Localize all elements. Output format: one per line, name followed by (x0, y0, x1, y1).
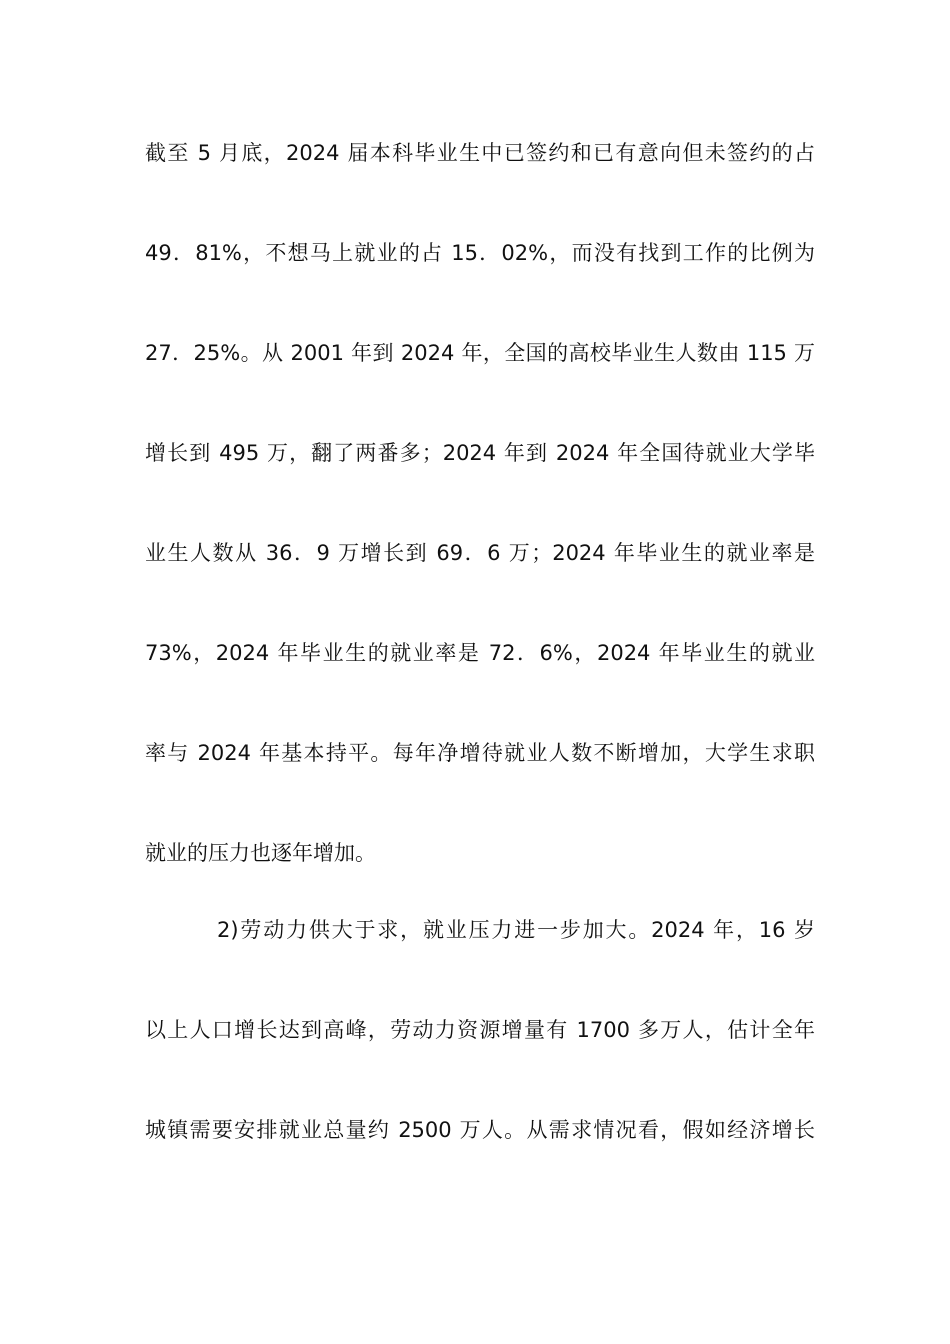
paragraph-line: 城镇需要安排就业总量约 2500 万人。从需求情况看，假如经济增长 (145, 1118, 815, 1142)
paragraph-line: 73%，2024 年毕业生的就业率是 72．6%，2024 年毕业生的就业 (145, 641, 815, 665)
paragraph-line: 增长到 495 万，翻了两番多；2024 年到 2024 年全国待就业大学毕 (145, 441, 815, 465)
paragraph-line-indented: 2)劳动力供大于求，就业压力进一步加大。2024 年，16 岁 (217, 918, 815, 942)
paragraph-line: 业生人数从 36．9 万增长到 69．6 万；2024 年毕业生的就业率是 (145, 541, 815, 565)
paragraph-line: 截至 5 月底，2024 届本科毕业生中已签约和已有意向但未签约的占 (145, 141, 815, 165)
paragraph-line-last: 就业的压力也逐年增加。 (145, 841, 376, 865)
paragraph-line: 49．81%，不想马上就业的占 15．02%，而没有找到工作的比例为 (145, 241, 815, 265)
paragraph-line: 27．25%。从 2001 年到 2024 年，全国的高校毕业生人数由 115 万 (145, 341, 815, 365)
paragraph-line: 率与 2024 年基本持平。每年净增待就业人数不断增加，大学生求职 (145, 741, 815, 765)
paragraph-line: 以上人口增长达到高峰，劳动力资源增量有 1700 多万人，估计全年 (145, 1018, 815, 1042)
